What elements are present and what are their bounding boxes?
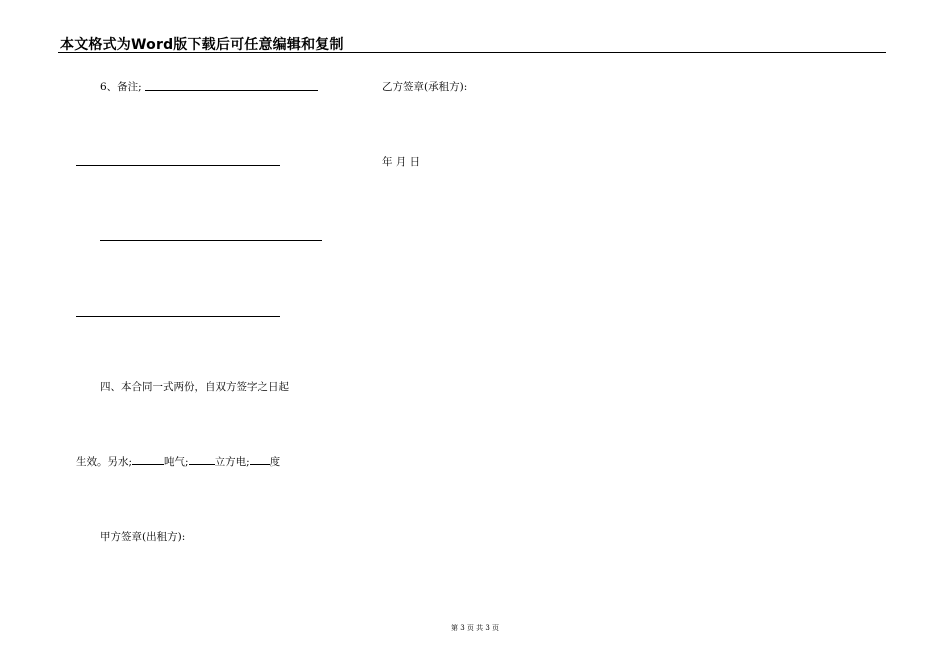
effect-utilities-line — [76, 454, 280, 469]
effect-prefix-text: 生效。另水; — [76, 456, 133, 468]
date-line: 年 月 日 — [382, 156, 421, 168]
remarks-blank-line-4 — [76, 316, 280, 317]
remarks-blank-line-2 — [76, 165, 280, 166]
electric-unit-text: 度 — [269, 456, 281, 468]
remarks-label: 6、备注; — [100, 81, 142, 93]
remarks-blank-line-3 — [100, 240, 322, 241]
party-a-signature-label: 甲方签章(出租方): — [100, 531, 186, 543]
gas-blank — [189, 454, 215, 465]
electric-blank — [250, 454, 270, 465]
header-divider — [58, 52, 886, 53]
party-b-signature-label: 乙方签章(承租方): — [382, 81, 468, 93]
document-header-title: 本文格式为Word版下载后可任意编辑和复制 — [60, 37, 344, 53]
water-unit-text: 吨气; — [164, 456, 189, 468]
page-number-footer: 第 3 页 共 3 页 — [450, 624, 500, 632]
gas-unit-text: 立方电; — [214, 456, 250, 468]
water-blank — [132, 454, 164, 465]
remarks-blank-line-1 — [145, 90, 318, 91]
clause-four-text: 四、本合同一式两份，自双方签字之日起 — [100, 381, 289, 393]
